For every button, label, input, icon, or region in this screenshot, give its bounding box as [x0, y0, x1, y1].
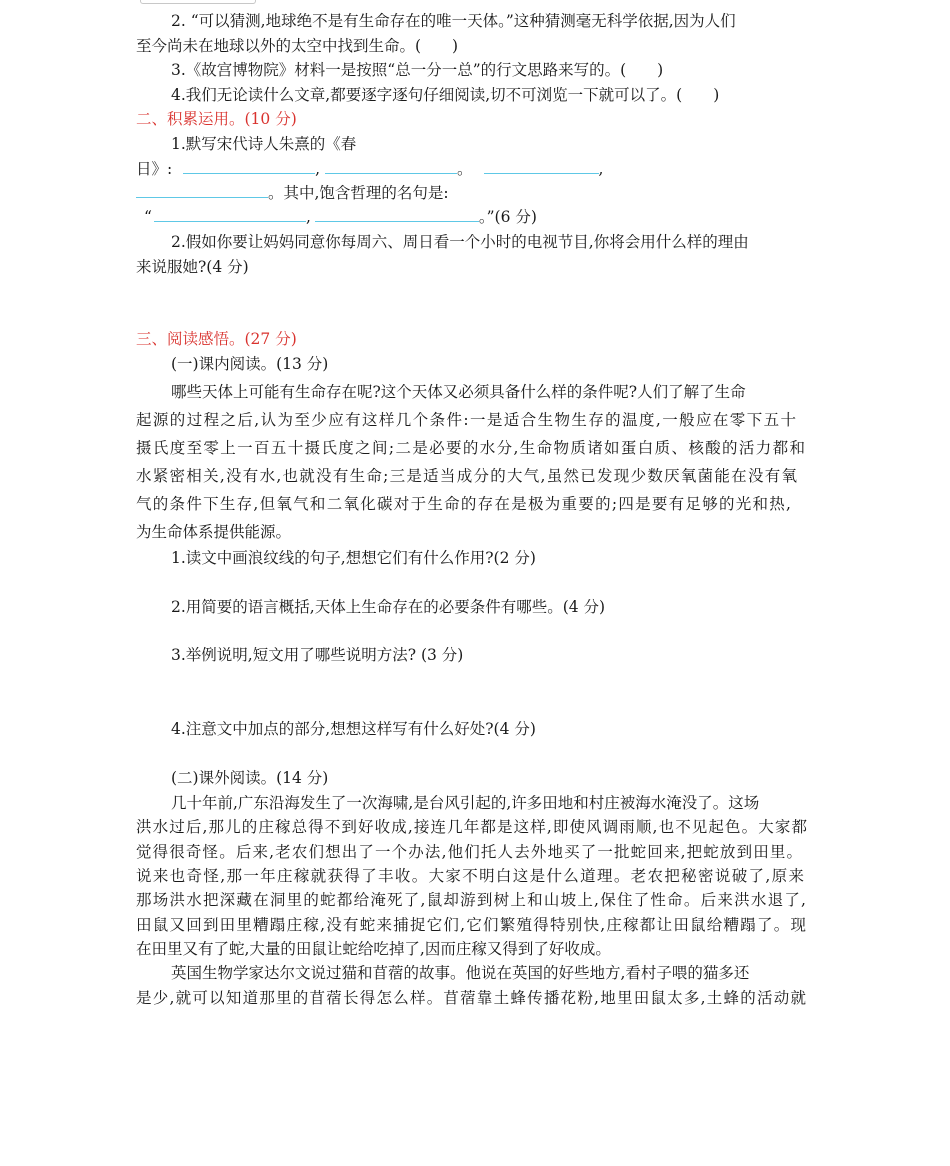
blank-5[interactable]: [154, 207, 306, 222]
section2-q2-line2: 来说服她?(4 分): [136, 258, 249, 276]
passage2-line: 在田里又有了蛇,大量的田鼠让蛇给吃掉了,因而庄稼又得到了好收成。: [136, 940, 611, 958]
poem-title-end: 日》:: [136, 160, 173, 178]
passage2-line: 几十年前,广东沿海发生了一次海啸,是台风引起的,许多田地和村庄被海水淹没了。这场: [171, 794, 760, 812]
section2-q1-line1: 1.默写宋代诗人朱熹的《春: [171, 135, 357, 153]
passage1-line: 水紧密相关,没有水,也就没有生命;三是适当成分的大气,虽然已发现少数厌氧菌能在没有氧: [136, 467, 797, 485]
judge-q2-line1: 2. “可以猜测,地球绝不是有生命存在的唯一天体。”这种猜测毫无科学依据,因为人们: [171, 12, 736, 30]
quote-close: 。”(6 分): [478, 208, 537, 226]
blank-6[interactable]: [315, 207, 479, 222]
section3-title: 三、阅读感悟。(27 分): [136, 330, 297, 348]
blank-1-comma: ,: [315, 160, 321, 178]
part1-title: (一)课内阅读。(13 分): [171, 355, 329, 373]
judge-q3: 3.《故宫博物院》材料一是按照“总一分一总”的行文思路来写的。( ): [171, 61, 664, 79]
reading-q4: 4.注意文中加点的部分,想想这样写有什么好处?(4 分): [171, 720, 536, 738]
blank-4[interactable]: [136, 183, 268, 198]
section2-q2-line1: 2.假如你要让妈妈同意你每周六、周日看一个小时的电视节目,你将会用什么样的理由: [171, 233, 749, 251]
judge-q4: 4.我们无论读什么文章,都要逐字逐句仔细阅读,切不可浏览一下就可以了。( ): [171, 86, 720, 104]
part2-title: (二)课外阅读。(14 分): [171, 769, 329, 787]
passage3-line: 是少,就可以知道那里的苜蓿长得怎么样。苜蓿靠土蜂传播花粉,地里田鼠太多,土蜂的活动就: [136, 989, 806, 1007]
passage3-line: 英国生物学家达尔文说过猫和苜蓿的故事。他说在英国的好些地方,看村子喂的猫多还: [171, 964, 750, 982]
passage2-line: 那场洪水把深藏在洞里的蛇都给淹死了,鼠却游到树上和山坡上,保住了性命。后来洪水退了,: [136, 891, 806, 909]
reading-q3: 3.举例说明,短文用了哪些说明方法? (3 分): [171, 646, 464, 664]
passage1-line: 哪些天体上可能有生命存在呢?这个天体又必须具备什么样的条件呢?人们了解了生命: [171, 383, 746, 401]
passage1-line: 起源的过程之后,认为至少应有这样几个条件:一是适合生物生存的温度,一般应在零下五十: [136, 411, 796, 429]
blank-1[interactable]: [183, 159, 315, 174]
passage1-line: 摄氏度至零上一百五十摄氏度之间;二是必要的水分,生命物质诸如蛋白质、核酸的活力都和: [136, 439, 805, 457]
passage2-line: 说来也奇怪,那一年庄稼就获得了丰收。大家不明白这是什么道理。老农把秘密说破了,原来: [136, 867, 804, 885]
passage2-line: 觉得很奇怪。后来,老农们想出了一个办法,他们托人去外地买了一批蛇回来,把蛇放到田里。: [136, 843, 802, 861]
blank-3[interactable]: [484, 159, 599, 174]
passage2-line: 田鼠又回到田里糟蹋庄稼,没有蛇来捕捉它们,它们繁殖得特别快,庄稼都让田鼠给糟蹋了。现: [136, 916, 806, 934]
passage1-line: 为生命体系提供能源。: [136, 523, 292, 541]
section2-q1-text: 。其中,饱含哲理的名句是:: [268, 184, 449, 202]
reading-q1: 1.读文中画浪纹线的句子,想想它们有什么作用?(2 分): [171, 549, 536, 567]
blank-2-period: 。: [457, 160, 473, 178]
section2-q1-line4: [144, 207, 824, 227]
reading-q2: 2.用简要的语言概括,天体上生命存在的必要条件有哪些。(4 分): [171, 598, 606, 616]
passage1-line: 气的条件下生存,但氧气和二氧化碳对于生命的存在是极为重要的;四是要有足够的光和热,: [136, 495, 791, 513]
judge-q2-line2: 至今尚未在地球以外的太空中找到生命。( ): [136, 37, 459, 55]
blank-3-comma: ,: [598, 160, 604, 178]
section2-q1-line3: [136, 183, 816, 203]
blank-5-comma: ,: [305, 208, 311, 226]
quote-open: “: [144, 208, 152, 226]
blank-2[interactable]: [325, 159, 457, 174]
section2-title: 二、积累运用。(10 分): [136, 110, 297, 128]
passage2-line: 洪水过后,那儿的庄稼总得不到好收成,接连几年都是这样,即使风调雨顺,也不见起色。大家都: [136, 818, 807, 836]
page-edge-tab: [140, 0, 256, 4]
section2-q1-line2: [136, 159, 816, 179]
